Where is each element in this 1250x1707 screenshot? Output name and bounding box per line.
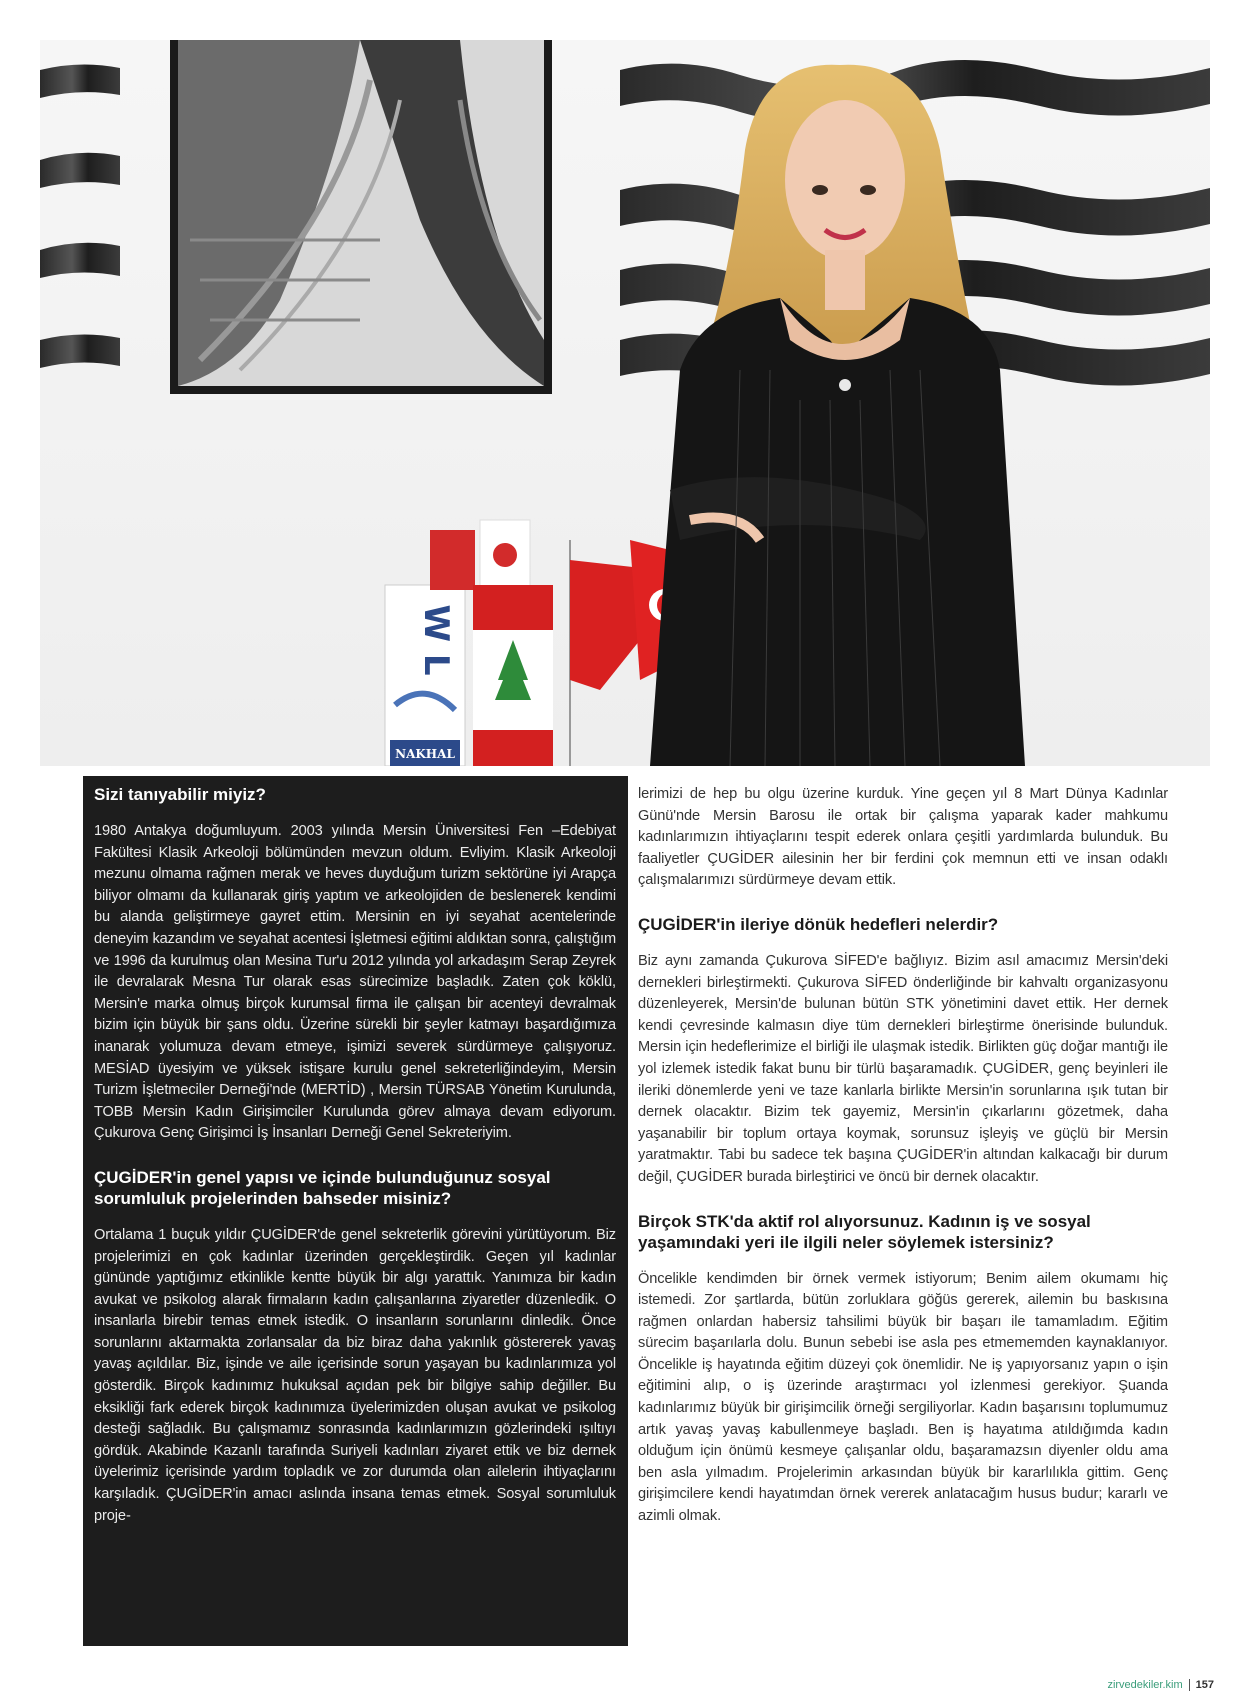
flag-brand-text: W L [416, 604, 456, 676]
question-heading: Sizi tanıyabilir miyiz? [94, 785, 266, 804]
answer-paragraph: Biz aynı zamanda Çukurova SİFED'e bağlıyız. Bizim asıl amacımız Mersin'deki dernekleri birleştirmekti. Çukurova SİFED önderliğinde bir kahvaltı organizasyonu düzenleyerek, Mersin'de bulunan bütün STK yönetimini davet ettik. Her dernek kendi çevresinde kalmasın diye tüm dernekleri birleştirme önerisinde bulunduk. Mersin için hedeflerimize el birliği ile ulaşmak istedik. Birlikten güç doğar mantığı ile yol izlemek istedik fakat bunu bir türlü başaramadık. ÇUGİDER, genç beyinleri ile ileriki dönemlerde yeni ve taze kanlarla birlikte Mersin'in sorunlarına ışık tutan bir dernek olacaktır. Bizim tek gayemiz, Mersin'in çıkarlarını gözetmek, daha yaşanabilir bir toplum ortaya koymak, sorunsuz işleyiş ve güçlü bir Mersin yaratmaktır. Tabi bu sadece tek başına ÇUGİDER'in altından kalkacağı bir durum değil, ÇUGİDER burada birleştirici ve öncü bir dernek olacaktır. [638, 952, 1168, 1185]
answer-paragraph: Ortalama 1 buçuk yıldır ÇUGİDER'de genel sekreterlik görevini yürütüyorum. Biz projelerimizi en çok kadınlar üzerinden gerçekleştirdik. Geçen yıl kadınlar gününde yaptığımız etkinlikle kentte büyük bir algı yarattık. Yanımıza bir kadın avukat ve psikolog alarak firmaların kadın çalışanlarına ziyaretler düzenledik. O insanlarla birebir temas etmek istedik. O insanların sorunlarını dinledik. Önce sorunlarını aktarmakta zorlansalar da biz biraz daha yakınlık göstererek yavaş yavaş açıldılar. Biz, işinde ve aile içerisinde sorun yaşayan bu kadınlarımıza yol gösterdik. Birçok kadınımız hukuksal açıdan pek bir bilgiye sahip değiller. Bu eksikliği fark ederek birçok kadınımıza üyelerimizden oluşan avukat ve psikolog desteği sağladık. Bu çalışmamız sonrasında kadınlarımızın gözlerindeki ışıltıyı gördük. Akabinde Kazanlı tarafında Suriyeli kadınları ziyaret ettik ve biz dernek üyelerimiz içerisinde yardım topladık ve zor durumda olan ailelerin ihtiyaçlarını karşıladık. ÇUGİDER'in amacı aslında insana temas etmek. Sosyal sorumluluk proje- [94, 1226, 616, 1524]
answer-paragraph: 1980 Antakya doğumluyum. 2003 yılında Mersin Üniversitesi Fen –Edebiyat Fakültesi Klasik Arkeoloji bölümünden mevzun oldum. Evliyim. Klasik Arkeoloji mezunu olmama rağmen merak ve heves duyduğum turizm sektörüne iyi Arapça biliyor olmamı da kullanarak giriş yaptım ve arkeolojiden de beslenerek kendimi bu alanda geliştirmeye gayret ettim. Mersinin en iyi seyahat acentelerinde deneyim kazandım ve seyahat acentesi İşletmesi eğitimi aldıktan sonra, çalıştığım ve 1996 da kurulmuş olan Mesina Tur'u 2012 yılında yol arkadaşım Serap Zeyrek ile devralarak Mesna Tur olarak esas sürecimize başladık. Zaten çok köklü, Mersin'e marka olmuş birçok kurumsal firma ile çalışan bir acenteyi devralmak bizim için büyük bir şans oldu. Üzerine sürekli bir şeyler katmayı başardığımıza inanarak yolumuza devam etmeye, işimizi severek sürdürmeye çalışıyoruz. MESİAD üyesiyim ve yüksek istişare kurulu genel sekreterliğindeyim, Mersin Turizm İşletmeciler Derneği'nde (MERTİD) , Mersin TÜRSAB Yönetim Kurulunda, TOBB Mersin Kadın Girişimciler Kurulunda görev almaya devam ediyorum. Çukurova Genç Girişimci İş İnsanları Derneği Genel Sekreteriyim. [94, 823, 616, 1142]
hero-photo [40, 40, 1210, 766]
portrait-illustration [40, 40, 1210, 766]
article-column-left [83, 776, 628, 1646]
question-heading: ÇUGİDER'in ileriye dönük hedefleri nelerdir? [638, 914, 999, 934]
eiffel-tower-frame [170, 40, 552, 394]
page-footer [1107, 1679, 1214, 1691]
flag-nakhal-text: NAKHAL [395, 747, 455, 761]
answer-paragraph: lerimizi de hep bu olgu üzerine kurduk. Yine geçen yıl 8 Mart Dünya Kadınlar Günü'nde Mersin Barosu ile ortak bir çalışma yaparak kader mahkumu kadınlarımızın ihtiyaçlarını tespit ederek onlara çeşitli yardımlarda bulunduk. Bu faaliyetler ÇUGİDER ailesinin her bir ferdini çok memnun etti ve insan odaklı çalışmalarımızı sürdürmeye devam ettik. [638, 786, 1168, 889]
article-column-right [638, 776, 1168, 1646]
answer-paragraph: Öncelikle kendimden bir örnek vermek istiyorum; Benim ailem okumamı hiç istemedi. Zor şartlarda, bütün zorluklara göğüs gererek, ailemin bu baskısına rağmen onlardan habersiz tahsilimi büyük bir başarı ile tamamladım. Eğitim sürecim başarılarla dolu. Bunun sebebi ise asla pes etmememden kaynaklanıyor. Öncelikle iş hayatında eğitim düzeyi çok önemlidir. Ne iş yapıyorsanız yapın o işin eğitimini alıp, o iş üzerinde araştırmacı yol izlenmesi gerekiyor. Şuanda kadınlarımız büyük bir girişimcilik örneği sergiliyorlar. Kadın başarısını toplumumuz artık yavaş yavaş kabullenmeye başladı. Ben iş hayatıma atıldığımda kadın olduğum için önümü kesmeye çalışanlar oldu, başaramazsın diyenler oldu ama ben asla yılmadım. Projelerimin arkasından büyük bir kararlılıkla gittim. Genç girişimcilere kendi hayatımdan örnek vererek anlatacağım husus budur; kararlı ve azimli olmak. [638, 1270, 1168, 1525]
footer-separator [1189, 1679, 1190, 1691]
page-number: 157 [1195, 1679, 1214, 1691]
question-heading: Birçok STK'da aktif rol alıyorsunuz. Kadının iş ve sosyal yaşamındaki yeri ile ilgili neler söylemek istersiniz? [638, 1211, 1091, 1252]
question-heading: ÇUGİDER'in genel yapısı ve içinde bulunduğunuz sosyal sorumluluk projelerinden bahseder misiniz? [94, 1167, 551, 1208]
footer-site-link[interactable]: zirvedekiler.kim [1107, 1679, 1183, 1691]
